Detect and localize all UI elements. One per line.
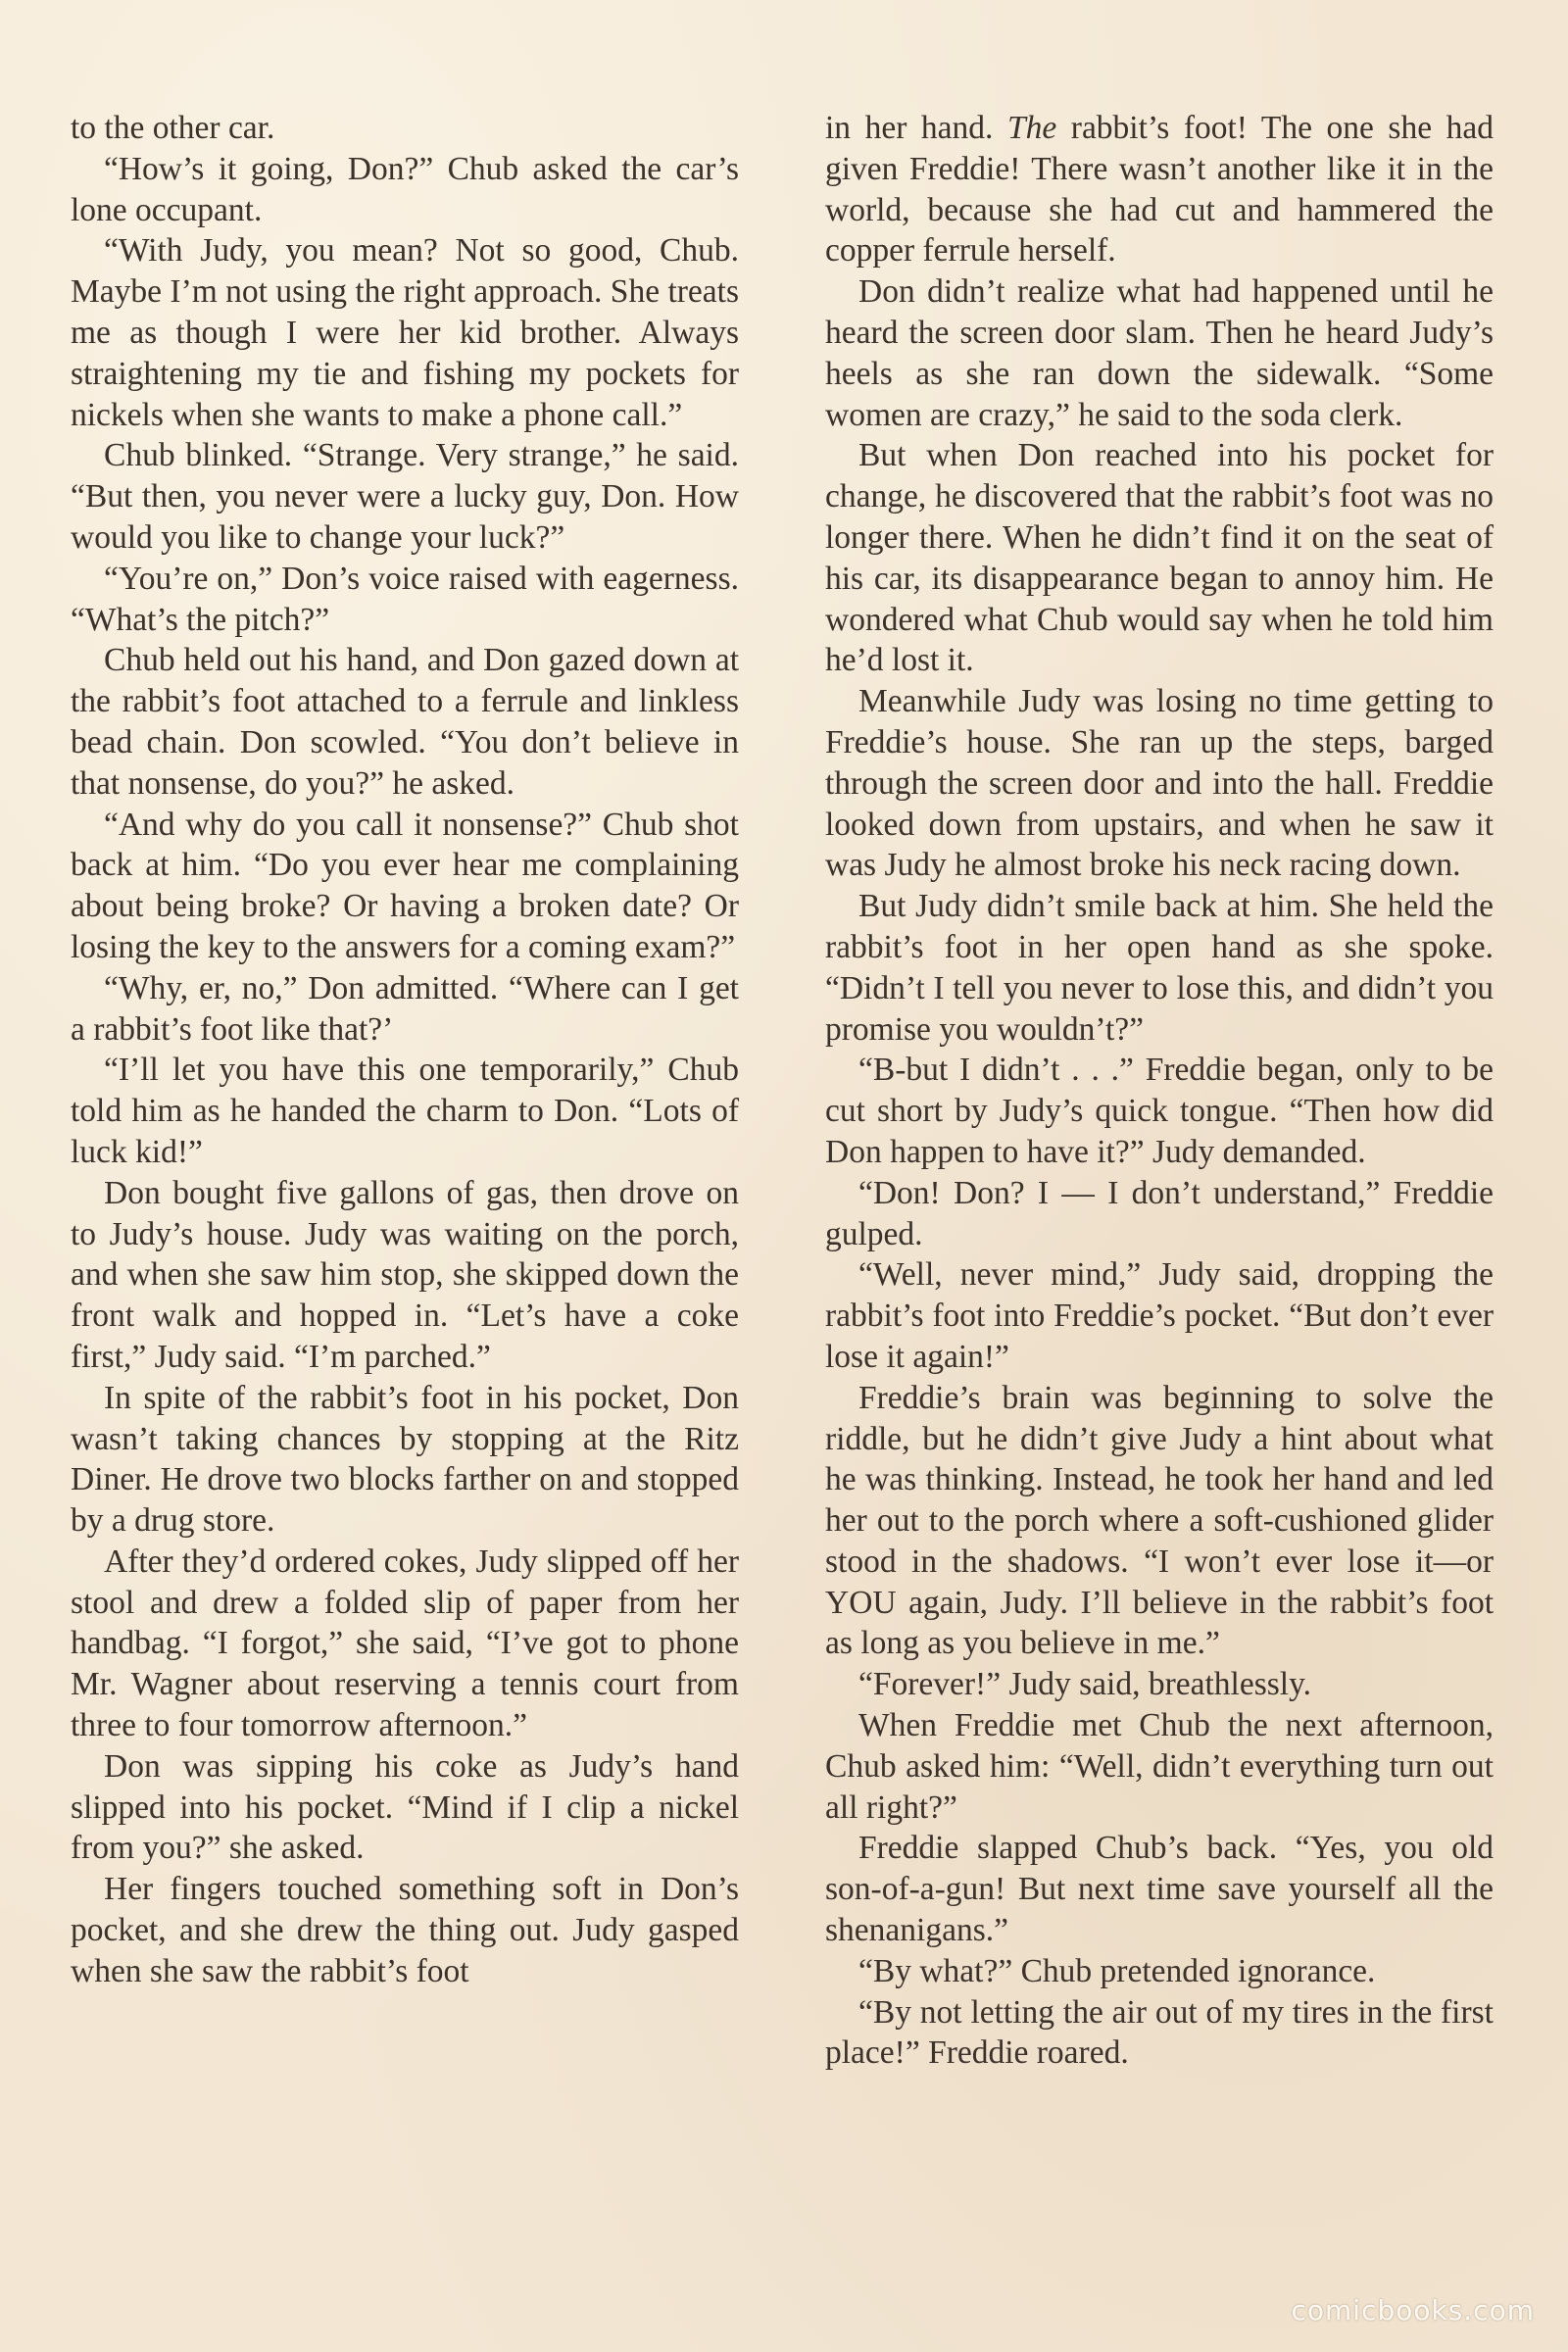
left-text-column [71,108,739,1992]
paragraph: In spite of the rabbit’s foot in his pocket, Don wasn’t taking chances by stopping at the Ritz Diner. He drove two blocks farther on and stopped by a drug store. [71,1379,739,1540]
paragraph: “Forever!” Judy said, breathlessly. [858,1666,1312,1703]
paragraph: Her fingers touched something soft in Don’s pocket, and she drew the thing out. Judy gasped when she saw the rabbit’s foot [71,1871,739,1989]
paragraph: But when Don reached into his pocket for change, he discovered that the rabbit’s foot was no longer there. When he didn’t find it on the seat of his car, its disappearance began to annoy him. He wondered what Chub would say when he told him he’d lost it. [825,437,1494,679]
paragraph-continued [825,108,1494,271]
paragraph: “By not letting the air out of my tires in the first place!” Freddie roared. [825,1993,1494,2072]
paragraph: “With Judy, you mean? Not so good, Chub. Maybe I’m not using the right approach. She treats me as though I were her kid brother. Always straightening my tie and fishing my pockets for nickels when she wants to make a phone call.” [71,232,739,433]
paragraph-text: in her hand. [825,110,1007,146]
watermark: comicbooks.com [1291,2294,1535,2327]
paragraph: Freddie’s brain was beginning to solve the riddle, but he didn’t give Judy a hint about what he was thinking. Instead, he took her hand and led her out to the porch where a soft-cushioned glider stood in the shadows. “I won’t ever lose it—or YOU again, Judy. I’ll believe in the rabbit’s foot as long as you believe in me.” [825,1379,1494,1662]
paragraph: “I’ll let you have this one temporarily,” Chub told him as he handed the charm to Don. “Lots of luck kid!” [71,1052,739,1170]
paragraph: After they’d ordered cokes, Judy slipped off her stool and drew a folded slip of paper from her handbag. “I forgot,” she said, “I’ve got to phone Mr. Wagner about reserving a tennis court from three to four tomorrow afternoon.” [71,1543,739,1744]
paragraph: Chub blinked. “Strange. Very strange,” he said. “But then, you never were a lucky guy, Don. How would you like to change your luck?” [71,437,739,556]
paragraph: “You’re on,” Don’s voice raised with eagerness. “What’s the pitch?” [71,560,739,638]
paragraph: to the other car. [71,110,275,146]
paragraph: “And why do you call it nonsense?” Chub shot back at him. “Do you ever hear me complaining about being broke? Or having a broken date? Or losing the key to the answers for a coming exam?” [71,806,739,965]
paragraph: “Don! Don? I — I don’t understand,” Freddie gulped. [825,1174,1494,1252]
paragraph: “How’s it going, Don?” Chub asked the car’s lone occupant. [71,150,739,228]
paragraph: But Judy didn’t smile back at him. She held the rabbit’s foot in her open hand as she spoke. “Didn’t I tell you never to lose this, and didn’t you promise you wouldn’t?” [825,888,1494,1048]
paragraph: Meanwhile Judy was losing no time getting to Freddie’s house. She ran up the steps, barged through the screen door and into the hall. Freddie looked down from upstairs, and when he saw it was Judy he almost broke his neck racing down. [825,683,1494,884]
paragraph: Chub held out his hand, and Don gazed down at the rabbit’s foot attached to a ferrule and linkless bead chain. Don scowled. “You don’t believe in that nonsense, do you?” he asked. [71,642,739,802]
paragraph: “By what?” Chub pretended ignorance. [858,1952,1376,1989]
paragraph: When Freddie met Chub the next afternoon, Chub asked him: “Well, didn’t everything turn out all right?” [825,1707,1494,1826]
paragraph: Don was sipping his coke as Judy’s hand slipped into his pocket. “Mind if I clip a nickel from you?” she asked. [71,1747,739,1867]
emphasis-text: The [1006,110,1057,146]
paragraph: “B-but I didn’t . . .” Freddie began, only to be cut short by Judy’s quick tongue. “Then how did Don happen to have it?” Judy demanded. [825,1052,1494,1170]
paragraph: “Well, never mind,” Judy said, dropping the rabbit’s foot into Freddie’s pocket. “But don’t ever lose it again!” [825,1256,1494,1375]
right-text-column [825,108,1494,2074]
paragraph-text: rabbit’s foot! The one she had given Freddie! There wasn’t another like it in the world, because she had cut and hammered the copper ferrule herself. [825,110,1494,270]
paragraph: “Why, er, no,” Don admitted. “Where can I get a rabbit’s foot like that?’ [71,969,739,1048]
paragraph: Don didn’t realize what had happened until he heard the screen door slam. Then he heard Judy’s heels as she ran down the sidewalk. “Some women are crazy,” he said to the soda clerk. [825,273,1494,433]
paragraph: Don bought five gallons of gas, then drove on to Judy’s house. Judy was waiting on the porch, and when she saw him stop, she skipped down the front walk and hopped in. “Let’s have a coke first,” Judy said. “I’m parched.” [71,1174,739,1375]
paragraph: Freddie slapped Chub’s back. “Yes, you old son-of-a-gun! But next time save yourself all the shenanigans.” [825,1830,1494,1949]
